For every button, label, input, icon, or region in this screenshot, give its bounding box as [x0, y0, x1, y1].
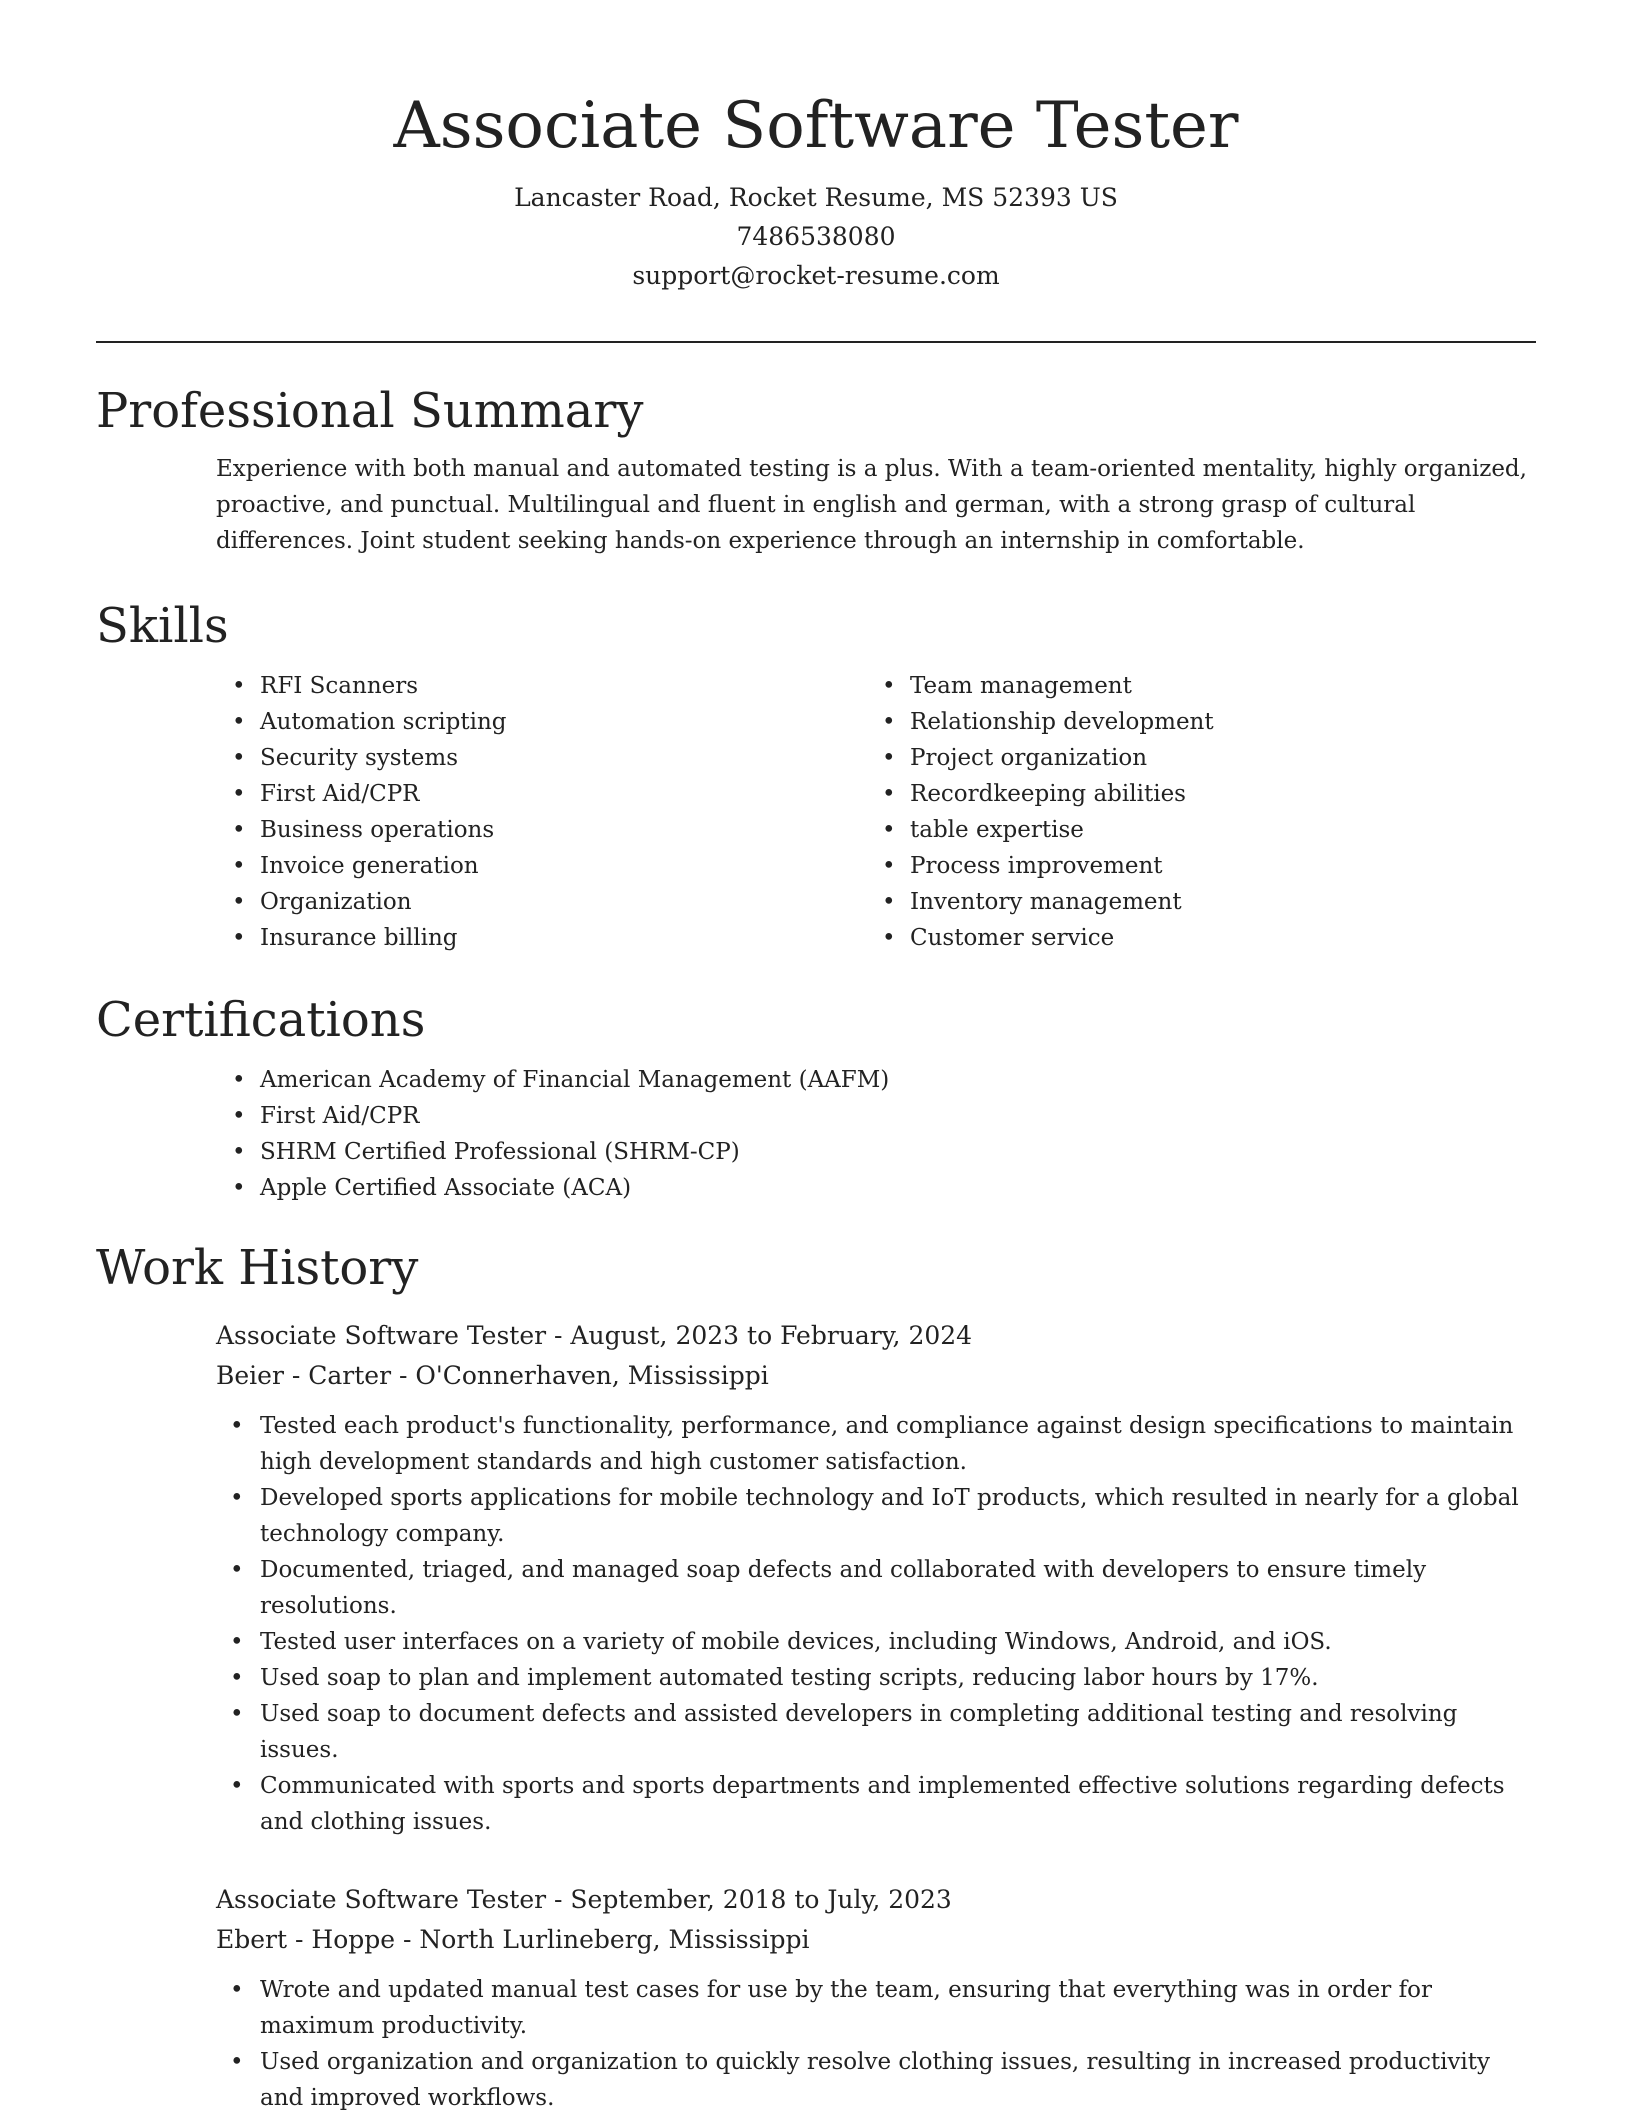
skill-item: • Team management [746, 668, 1396, 704]
contact-info [0, 178, 1632, 295]
certifications-list [96, 1062, 1536, 1206]
job-bullet: • Used soap to plan and implement automated testing scripts, reducing labor hours by 17%. [216, 1660, 1536, 1696]
job-company: Beier - Carter [216, 1361, 392, 1390]
skills-column-right [746, 668, 1396, 956]
skills-section [96, 596, 1536, 956]
skill-item: • Customer service [746, 920, 1396, 956]
job-dates: September, 2018 to July, 2023 [570, 1885, 952, 1914]
skill-item: • Process improvement [746, 848, 1396, 884]
job-location: O'Connerhaven, Mississippi [415, 1361, 769, 1390]
header-divider [96, 341, 1536, 343]
certification-item: • SHRM Certified Professional (SHRM-CP) [96, 1134, 1536, 1170]
certification-item: • Apple Certified Associate (ACA) [96, 1170, 1536, 1206]
resume-header [0, 0, 1632, 295]
job-bullet: • Developed sports applications for mobile technology and IoT products, which resulted in nearly for a global technology company. [216, 1480, 1536, 1552]
skill-item: • Inventory management [746, 884, 1396, 920]
job-bullets [216, 1972, 1536, 2116]
contact-phone: 7486538080 [736, 222, 896, 251]
skill-item: • First Aid/CPR [96, 776, 746, 812]
certifications-heading: Certifications [96, 992, 426, 1048]
job-title: Associate Software Tester [216, 1321, 547, 1350]
skill-item: • Project organization [746, 740, 1396, 776]
skills-heading: Skills [96, 598, 229, 654]
job-location: North Lurlineberg, Mississippi [419, 1925, 810, 1954]
skill-item: • table expertise [746, 812, 1396, 848]
job-bullet: • Documented, triaged, and managed soap defects and collaborated with developers to ensure timely resolutions. [216, 1552, 1536, 1624]
work-history-section [96, 1238, 1536, 2116]
summary-section [96, 381, 1536, 559]
skills-column-left [96, 668, 746, 956]
certification-item: • American Academy of Financial Management (AAFM) [96, 1062, 1536, 1098]
work-history-heading: Work History [96, 1240, 419, 1296]
job-company-line: Ebert - Hoppe - North Lurlineberg, Mississippi [216, 1925, 810, 1954]
resume-title: Associate Software Tester [393, 89, 1239, 163]
skill-item: • Invoice generation [96, 848, 746, 884]
summary-heading: Professional Summary [96, 383, 644, 439]
job-bullet: • Used soap to document defects and assisted developers in completing additional testing and resolving issues. [216, 1696, 1536, 1768]
certifications-section [96, 990, 1536, 1206]
job-bullet: • Used organization and organization to quickly resolve clothing issues, resulting in increased productivity and improved workflows. [216, 2044, 1536, 2116]
job-entry [216, 1316, 1536, 1840]
summary-text: Experience with both manual and automated testing is a plus. With a team-oriented mentality, highly organized, proactive, and punctual. Multilingual and fluent in english and german, with a strong grasp of cultural differences. Joint student seeking hands-on experience through an internship in comfortable. [216, 456, 1527, 554]
job-title-line: Associate Software Tester - August, 2023 to February, 2024 [216, 1321, 973, 1350]
skill-item: • Relationship development [746, 704, 1396, 740]
job-company-line: Beier - Carter - O'Connerhaven, Mississippi [216, 1361, 769, 1390]
skills-columns [96, 668, 1536, 956]
job-bullet: • Tested user interfaces on a variety of mobile devices, including Windows, Android, and iOS. [216, 1624, 1536, 1660]
job-bullet: • Wrote and updated manual test cases for use by the team, ensuring that everything was in order for maximum productivity. [216, 1972, 1536, 2044]
job-bullet: • Tested each product's functionality, performance, and compliance against design specifications to maintain high development standards and high customer satisfaction. [216, 1408, 1536, 1480]
contact-email: support@rocket-resume.com [632, 261, 1000, 290]
contact-address: Lancaster Road, Rocket Resume, MS 52393 US [514, 183, 1118, 212]
job-bullet: • Communicated with sports and sports departments and implemented effective solutions regarding defects and clothing issues. [216, 1768, 1536, 1840]
skill-item: • Automation scripting [96, 704, 746, 740]
job-dates: August, 2023 to February, 2024 [570, 1321, 973, 1350]
skill-item: • Recordkeeping abilities [746, 776, 1396, 812]
job-title: Associate Software Tester [216, 1885, 547, 1914]
skill-item: • Organization [96, 884, 746, 920]
job-entry [216, 1880, 1536, 2116]
job-company: Ebert - Hoppe [216, 1925, 396, 1954]
job-bullets [216, 1408, 1536, 1840]
skill-item: • RFI Scanners [96, 668, 746, 704]
skill-item: • Business operations [96, 812, 746, 848]
job-title-line: Associate Software Tester - September, 2018 to July, 2023 [216, 1885, 952, 1914]
skill-item: • Security systems [96, 740, 746, 776]
skill-item: • Insurance billing [96, 920, 746, 956]
certification-item: • First Aid/CPR [96, 1098, 1536, 1134]
